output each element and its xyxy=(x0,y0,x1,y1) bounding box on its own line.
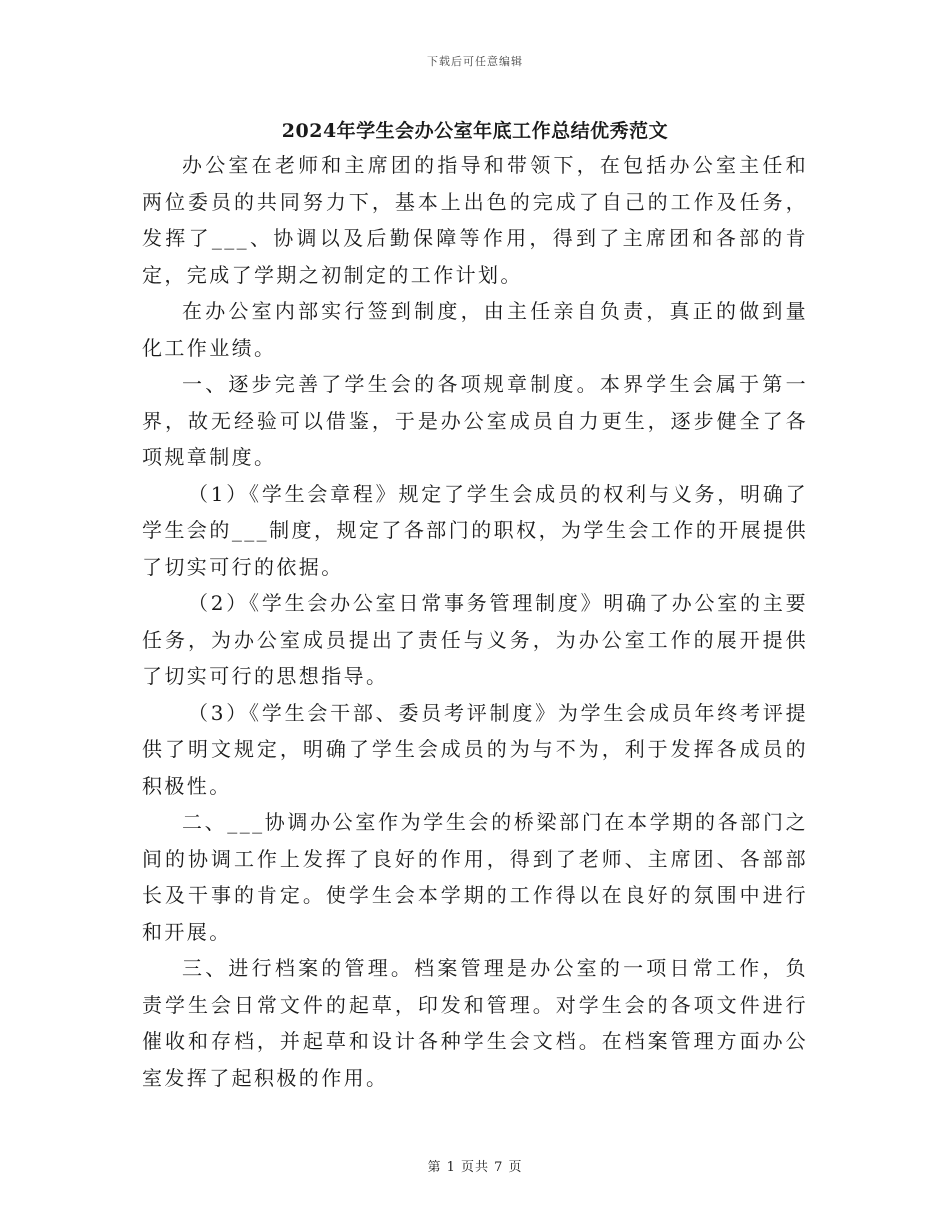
paragraph-item-1: （1）《学生会章程》规定了学生会成员的权利与义务，明确了学生会的___制度，规定了各部门的职权，为学生会工作的开展提供了切实可行的依据。 xyxy=(142,481,808,579)
document-body xyxy=(142,147,808,1096)
paragraph-section-3: 三、进行档案的管理。档案管理是办公室的一项日常工作，负责学生会日常文件的起草，印发和管理。对学生会的各项文件进行催收和存档，并起草和设计各种学生会文档。在档案管理方面办公室发挥了起积极的作用。 xyxy=(142,956,808,1090)
paragraph-intro: 办公室在老师和主席团的指导和带领下，在包括办公室主任和两位委员的共同努力下，基本上出色的完成了自己的工作及任务，发挥了___、协调以及后勤保障等作用，得到了主席团和各部的肯定，完成了学期之初制定的工作计划。 xyxy=(142,153,808,287)
paragraph-section-2: 二、___协调办公室作为学生会的桥梁部门在本学期的各部门之间的协调工作上发挥了良好的作用，得到了老师、主席团、各部部长及干事的肯定。使学生会本学期的工作得以在良好的氛围中进行和开展。 xyxy=(142,810,808,944)
paragraph-item-2: （2）《学生会办公室日常事务管理制度》明确了办公室的主要任务，为办公室成员提出了责任与义务，为办公室工作的展开提供了切实可行的思想指导。 xyxy=(142,591,808,688)
paragraph-item-3: （3）《学生会干部、委员考评制度》为学生会成员年终考评提供了明文规定，明确了学生会成员的为与不为，利于发挥各成员的积极性。 xyxy=(142,700,808,798)
page-number: 第 1 页共 7 页 xyxy=(427,1160,523,1175)
paragraph-signin: 在办公室内部实行签到制度，由主任亲自负责，真正的做到量化工作业绩。 xyxy=(142,299,808,360)
header-note: 下载后可任意编辑 xyxy=(427,55,523,68)
document-title: 2024年学生会办公室年底工作总结优秀范文 xyxy=(281,120,669,142)
paragraph-section-1: 一、逐步完善了学生会的各项规章制度。本界学生会属于第一界，故无经验可以借鉴，于是办公室成员自力更生，逐步健全了各项规章制度。 xyxy=(142,372,808,469)
